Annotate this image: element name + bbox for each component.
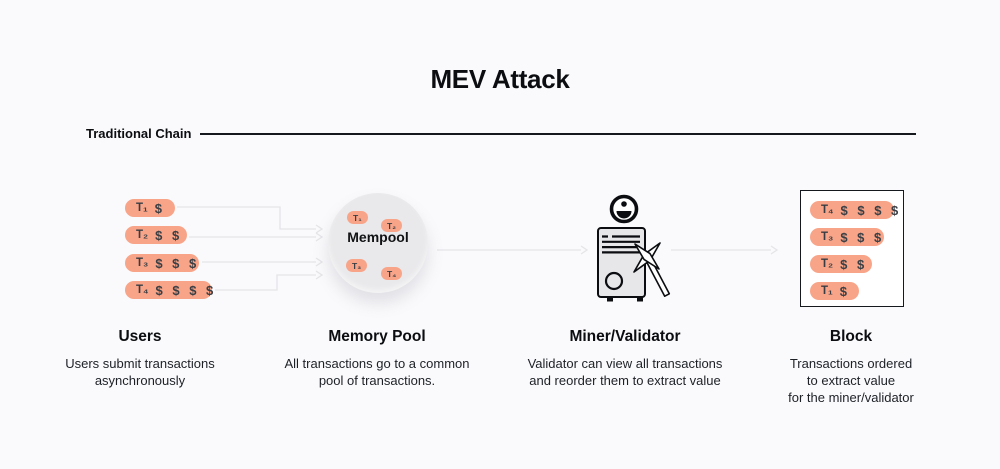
arrow-t3-head — [316, 258, 322, 266]
transaction-id: T₁ — [821, 285, 833, 297]
arrow-miner-to-block-head — [771, 246, 777, 254]
mempool-label: Mempool — [347, 229, 409, 245]
arrow-t2-head — [316, 233, 322, 241]
transaction-pill-t1 — [125, 199, 175, 217]
caption-line: Validator can view all transactions — [527, 356, 723, 371]
arrow-t4 — [215, 275, 316, 290]
transaction-value: $ $ $ — [155, 255, 200, 271]
transaction-value: $ — [154, 200, 166, 216]
mempool-pill-t2: T₂ — [381, 219, 402, 232]
block-pill-t4 — [810, 201, 902, 219]
caption-line: pool of transactions. — [318, 373, 436, 389]
arrow-t1 — [177, 207, 316, 229]
caption-heading: Miner/Validator — [569, 328, 681, 345]
transaction-value: $ $ $ — [840, 229, 885, 245]
caption-miner-validator — [503, 328, 747, 389]
transaction-pill-t3 — [125, 254, 199, 272]
caption-line: All transactions go to a common — [284, 356, 470, 371]
caption-heading: Users — [118, 328, 162, 345]
caption-line: and reorder them to extract value — [529, 373, 721, 389]
arrow-mempool-to-miner-head — [581, 246, 587, 254]
smiley-face-icon — [612, 197, 637, 222]
mempool-pill-t1: T₁ — [347, 211, 368, 224]
caption-heading: Memory Pool — [328, 328, 426, 345]
transaction-id: T₂ — [136, 229, 149, 241]
transaction-pill-t2 — [125, 226, 187, 244]
transaction-id: T₂ — [821, 258, 834, 270]
transaction-value: $ $ $ $ — [155, 282, 217, 298]
mempool-circle — [328, 193, 428, 293]
miner-validator-icon — [588, 192, 680, 307]
caption-line: Users submit transactions — [65, 356, 215, 371]
mempool-pill-t3: T₃ — [346, 259, 367, 272]
section-divider-line — [200, 133, 916, 135]
caption-block — [756, 328, 946, 406]
caption-line: asynchronously — [94, 373, 186, 389]
section-label: Traditional Chain — [86, 126, 192, 141]
block-box — [800, 190, 904, 307]
caption-memory-pool — [267, 328, 487, 389]
caption-line: for the miner/validator — [788, 390, 914, 406]
caption-line: Transactions ordered — [789, 356, 913, 371]
transaction-value: $ $ — [155, 227, 183, 243]
transaction-id: T₁ — [136, 202, 148, 214]
block-pill-t3 — [810, 228, 884, 246]
arrow-t4-head — [316, 271, 322, 279]
transaction-id: T₃ — [821, 231, 834, 243]
arrow-t1-head — [316, 225, 322, 233]
block-pill-t1 — [810, 282, 859, 300]
transaction-value: $ $ $ $ — [840, 202, 902, 218]
page-title: MEV Attack — [430, 64, 570, 94]
mempool-pill-t4: T₄ — [381, 267, 402, 280]
transaction-id: T₄ — [821, 204, 834, 216]
transaction-id: T₃ — [136, 257, 149, 269]
transaction-id: T₄ — [136, 284, 149, 296]
caption-users — [40, 328, 240, 389]
transaction-pill-t4 — [125, 281, 217, 299]
transaction-value: $ — [839, 283, 851, 299]
transaction-value: $ $ — [840, 256, 868, 272]
caption-heading: Block — [829, 328, 873, 345]
block-pill-t2 — [810, 255, 872, 273]
caption-line: to extract value — [806, 373, 896, 389]
